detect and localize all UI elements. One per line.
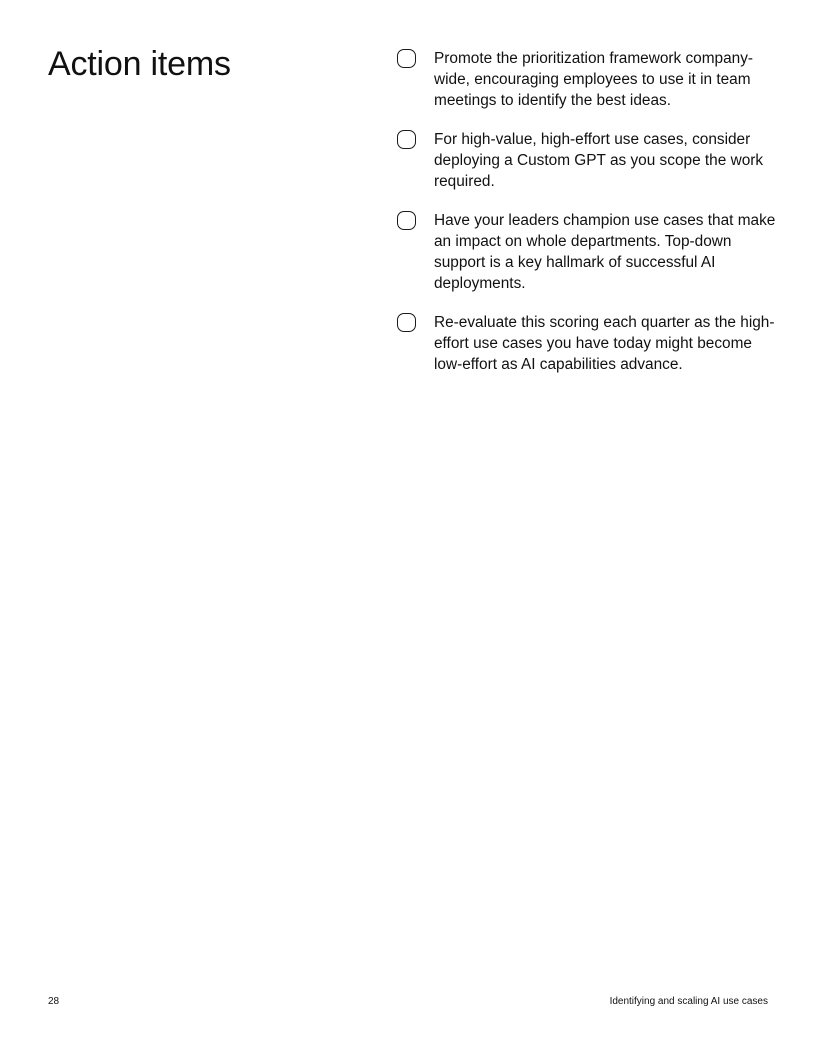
action-item bbox=[397, 48, 777, 111]
footer-page-number: 28 bbox=[48, 996, 60, 1007]
action-item-checkbox[interactable] bbox=[397, 211, 416, 230]
action-item-text: For high-value, high-effort use cases, consider deploying a Custom GPT as you scope the work required. bbox=[434, 131, 764, 190]
page-title: Action items bbox=[48, 45, 231, 83]
action-item-checkbox[interactable] bbox=[397, 49, 416, 68]
footer-document-title: Identifying and scaling AI use cases bbox=[609, 996, 768, 1007]
action-item-list bbox=[397, 48, 777, 393]
action-item-text: Re-evaluate this scoring each quarter as the high-effort use cases you have today might become low-effort as AI capabilities advance. bbox=[434, 314, 775, 373]
action-item-text: Promote the prioritization framework company-wide, encouraging employees to use it in team meetings to identify the best ideas. bbox=[434, 50, 754, 109]
action-item bbox=[397, 312, 777, 375]
action-item bbox=[397, 210, 777, 294]
action-item bbox=[397, 129, 777, 192]
action-item-checkbox[interactable] bbox=[397, 130, 416, 149]
action-item-checkbox[interactable] bbox=[397, 313, 416, 332]
action-item-text: Have your leaders champion use cases that make an impact on whole departments. Top-down support is a key hallmark of successful AI deployments. bbox=[434, 212, 776, 292]
